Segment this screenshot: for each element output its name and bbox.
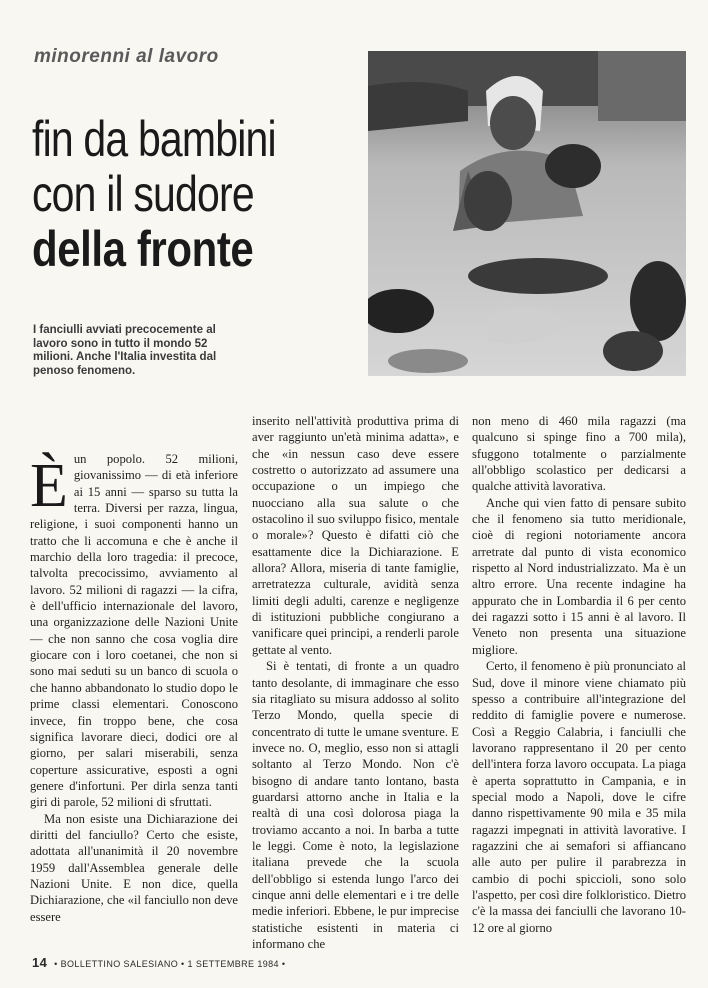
- footer-text: • BOLLETTINO SALESIANO • 1 SETTEMBRE 1984 •: [54, 959, 286, 969]
- photo-illustration: [368, 51, 686, 376]
- drop-cap: È: [30, 452, 68, 520]
- title-line-3: della fronte: [32, 221, 254, 277]
- paragraph: inserito nell'attività produttiva prima di aver raggiunto un'età minima adatta», e che «in nessun caso deve essere costretto o autorizzato ad assumere una occupazione o un impiego che nuocciano alla sua salute o che ostacolino il suo sviluppo fisico, mentale o morale»? Questo è difatti ciò che esattamente dice la Dichiarazione. E allora? Allora, miseria di tante famiglie, arretratezza culturale, avidità senza limiti degli adulti, carenze e negligenze di istituzioni pubbliche congiurano a vanificare quei principi, a renderli parole gettate al vento.: [252, 414, 459, 657]
- article-title: [32, 112, 329, 277]
- paragraph: [30, 451, 238, 811]
- paragraph: Certo, il fenomeno è più pronunciato al Sud, dove il minore viene chiamato più spesso a contribuire all'integrazione del reddito di famiglie povere e numerose. Così a Reggio Calabria, i fanciulli che lavorano rappresentano il 20 per cento dell'intera forza lavoro occupata. La piaga è aperta soprattutto in Campania, e in special modo a Napoli, dove le cifre danno rispettivamente 90 mila e 35 mila ragazzi impegnati in attività lavorative. I ragazzini che ai semafori si affiancano alle auto per pulire il parabrezza in cambio di pochi spiccioli, sono solo l'aspetto, per così dire folkloristico. Dietro c'è la massa dei fanciulli che lavorano 10-12 ore al giorno: [472, 659, 686, 935]
- page-footer: [32, 955, 285, 970]
- paragraph: non meno di 460 mila ragazzi (ma qualcuno si spinge fino a 700 mila), sfuggono totalmente o parzialmente all'obbligo scolastico per dedicarsi a qualche attività lavorativa.: [472, 414, 686, 494]
- section-kicker: minorenni al lavoro: [34, 46, 219, 67]
- body-column-1: [30, 451, 238, 925]
- paragraph: Ma non esiste una Dichiarazione dei diritti del fanciullo? Certo che esiste, adottata all'unanimità il 20 novembre 1959 dall'Assemblea generale delle Nazioni Unite. E non dice, quella Dichiarazione, che «il fanciullo non deve essere: [30, 811, 238, 924]
- paragraph: Anche qui vien fatto di pensare subito che il fenomeno sia tutto meridionale, cioè di regioni notoriamente ancora arretrate dal punto di vista economico rispetto al Nord industrializzato. Ma è un altro errore. Una recente indagine ha appurato che in Lombardia il 6 per cento dei ragazzi sotto i 15 anni è al lavoro. Il Veneto non presenta una situazione migliore.: [472, 495, 686, 657]
- paragraph-text: un popolo. 52 milioni, giovanissimo — di età inferiore ai 15 anni — sparso su tutta la terra. Diversi per razza, lingua, religione, i suoi componenti hanno un tratto che li accomuna e che è anche il marchio della loro tragedia: il precoce, talvolta precocissimo, avviamento al lavoro. 52 milioni di ragazzi — la cifra, è dell'ufficio internazionale del lavoro, una organizzazione delle Nazioni Unite — che non sanno che cosa voglia dire giocare con i loro coetanei, che non si sono mai seduti su un banco di scuola o che hanno abbandonato lo studio dopo le prime classi elementari. Conoscono invece, fin troppo bene, che cosa significa lavorare dieci, dodici ore al giorno, per salari miserabili, senza coperture assicurative, esposti a ogni genere d'infortuni. Per dirla senza tanti giri di parole, 52 milioni di sfruttati.: [30, 452, 238, 810]
- lead-paragraph: I fanciulli avviati precocemente al lavoro sono in tutto il mondo 52 milioni. Anche l'Italia investita dal penoso fenomeno.: [33, 324, 217, 377]
- title-line-2: con il sudore: [32, 166, 254, 222]
- paragraph: Si è tentati, di fronte a un quadro tanto desolante, di immaginare che esso sia ritagliato su misura addosso al solito Terzo Mondo, quella specie di concentrato di tutte le umane sventure. E invece no. O, meglio, esso non si attagli soltanto al Terzo Mondo. Non c'è bisogno di andare tanto lontano, basta guardarsi attorno anche in Italia e la realtà di una così dolorosa piaga la troviamo accanto a noi. In barba a tutte le leggi. Come è noto, la legislazione italiana prevede che la scuola dell'obbligo si estenda lungo l'arco dei cinque anni delle elementari e i tre delle medie inferiori. Ebbene, le pur imprecise statistiche esistenti in materia ci informano che: [252, 659, 459, 951]
- page-number: 14: [32, 955, 48, 970]
- title-line-1: fin da bambini: [32, 111, 276, 167]
- body-column-3: [472, 413, 686, 936]
- child-shoeshine-photo: [368, 51, 686, 376]
- body-column-2: [252, 413, 459, 952]
